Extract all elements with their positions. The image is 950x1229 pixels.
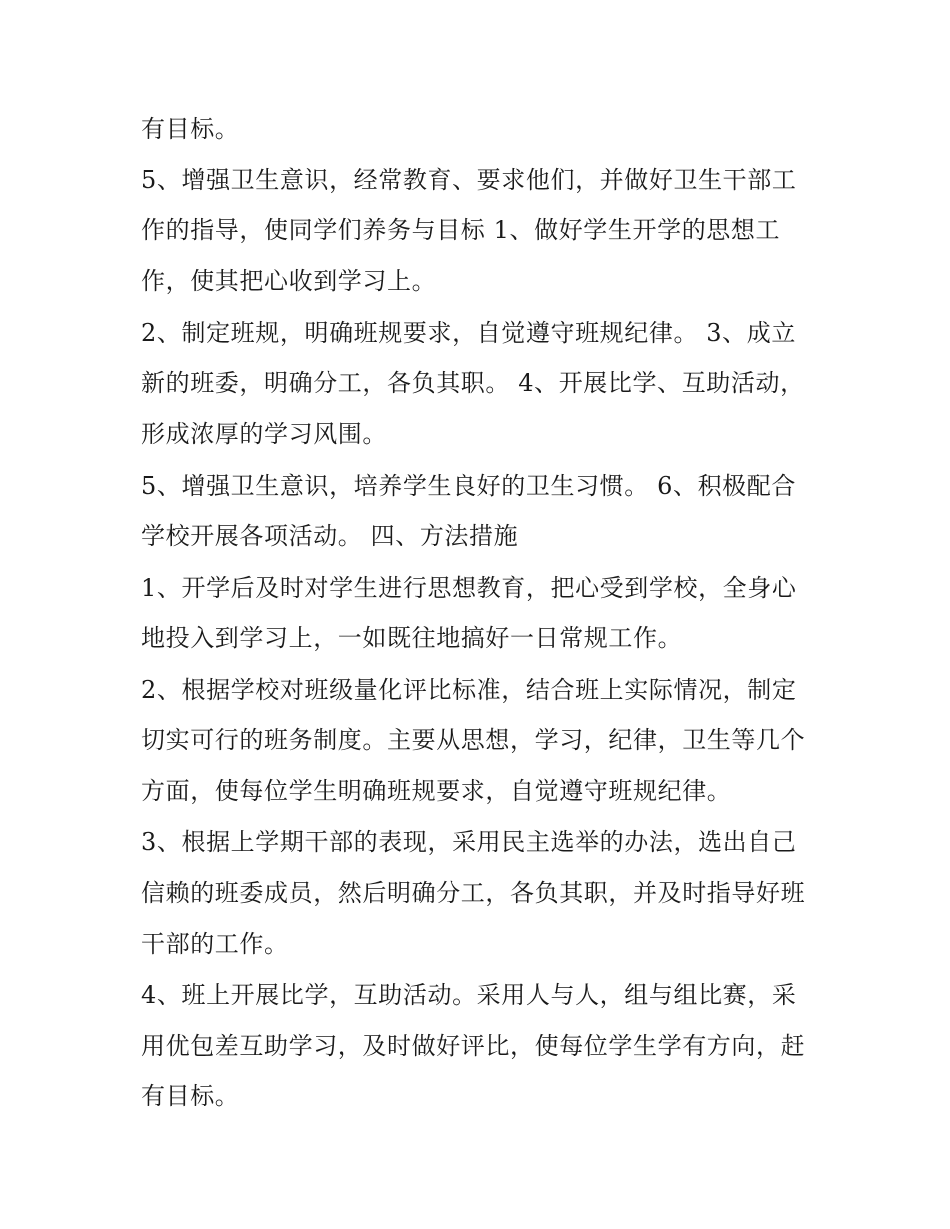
text-line: 干部的工作。 xyxy=(141,930,289,958)
text-line: 1、开学后及时对学生进行思想教育，把心受到学校，全身心 xyxy=(141,574,797,602)
text-line: 用优包差互助学习，及时做好评比，使每位学生学有方向，赶 xyxy=(141,1032,806,1060)
text-line: 有目标。 xyxy=(141,115,240,143)
text-line: 方面，使每位学生明确班规要求，自觉遵守班规纪律。 xyxy=(141,777,732,805)
text-line: 新的班委，明确分工，各负其职。 4、开展比学、互助活动， xyxy=(141,369,805,397)
text-line: 5、增强卫生意识，经常教育、要求他们，并做好卫生干部工 xyxy=(141,166,797,194)
text-line: 作，使其把心收到学习上。 xyxy=(141,267,437,295)
text-line: 4、班上开展比学，互助活动。采用人与人，组与组比赛，采 xyxy=(141,981,797,1009)
text-line: 5、增强卫生意识，培养学生良好的卫生习惯。 6、积极配合 xyxy=(141,472,796,500)
text-line: 切实可行的班务制度。主要从思想，学习，纪律，卫生等几个 xyxy=(141,726,806,754)
text-line: 形成浓厚的学习风围。 xyxy=(141,420,387,448)
text-line: 3、根据上学期干部的表现，采用民主选举的办法，选出自己 xyxy=(141,828,797,856)
text-line: 地投入到学习上，一如既往地搞好一日常规工作。 xyxy=(141,624,683,652)
text-line: 学校开展各项活动。 四、方法措施 xyxy=(141,522,519,550)
text-line: 作的指导，使同学们养务与目标 1、做好学生开学的思想工 xyxy=(141,216,781,244)
text-line: 信赖的班委成员，然后明确分工，各负其职，并及时指导好班 xyxy=(141,879,806,907)
text-line: 2、根据学校对班级量化评比标准，结合班上实际情况，制定 xyxy=(141,676,797,704)
text-line: 有目标。 xyxy=(141,1082,240,1110)
text-line: 2、制定班规，明确班规要求，自觉遵守班规纪律。 3、成立 xyxy=(141,319,796,347)
